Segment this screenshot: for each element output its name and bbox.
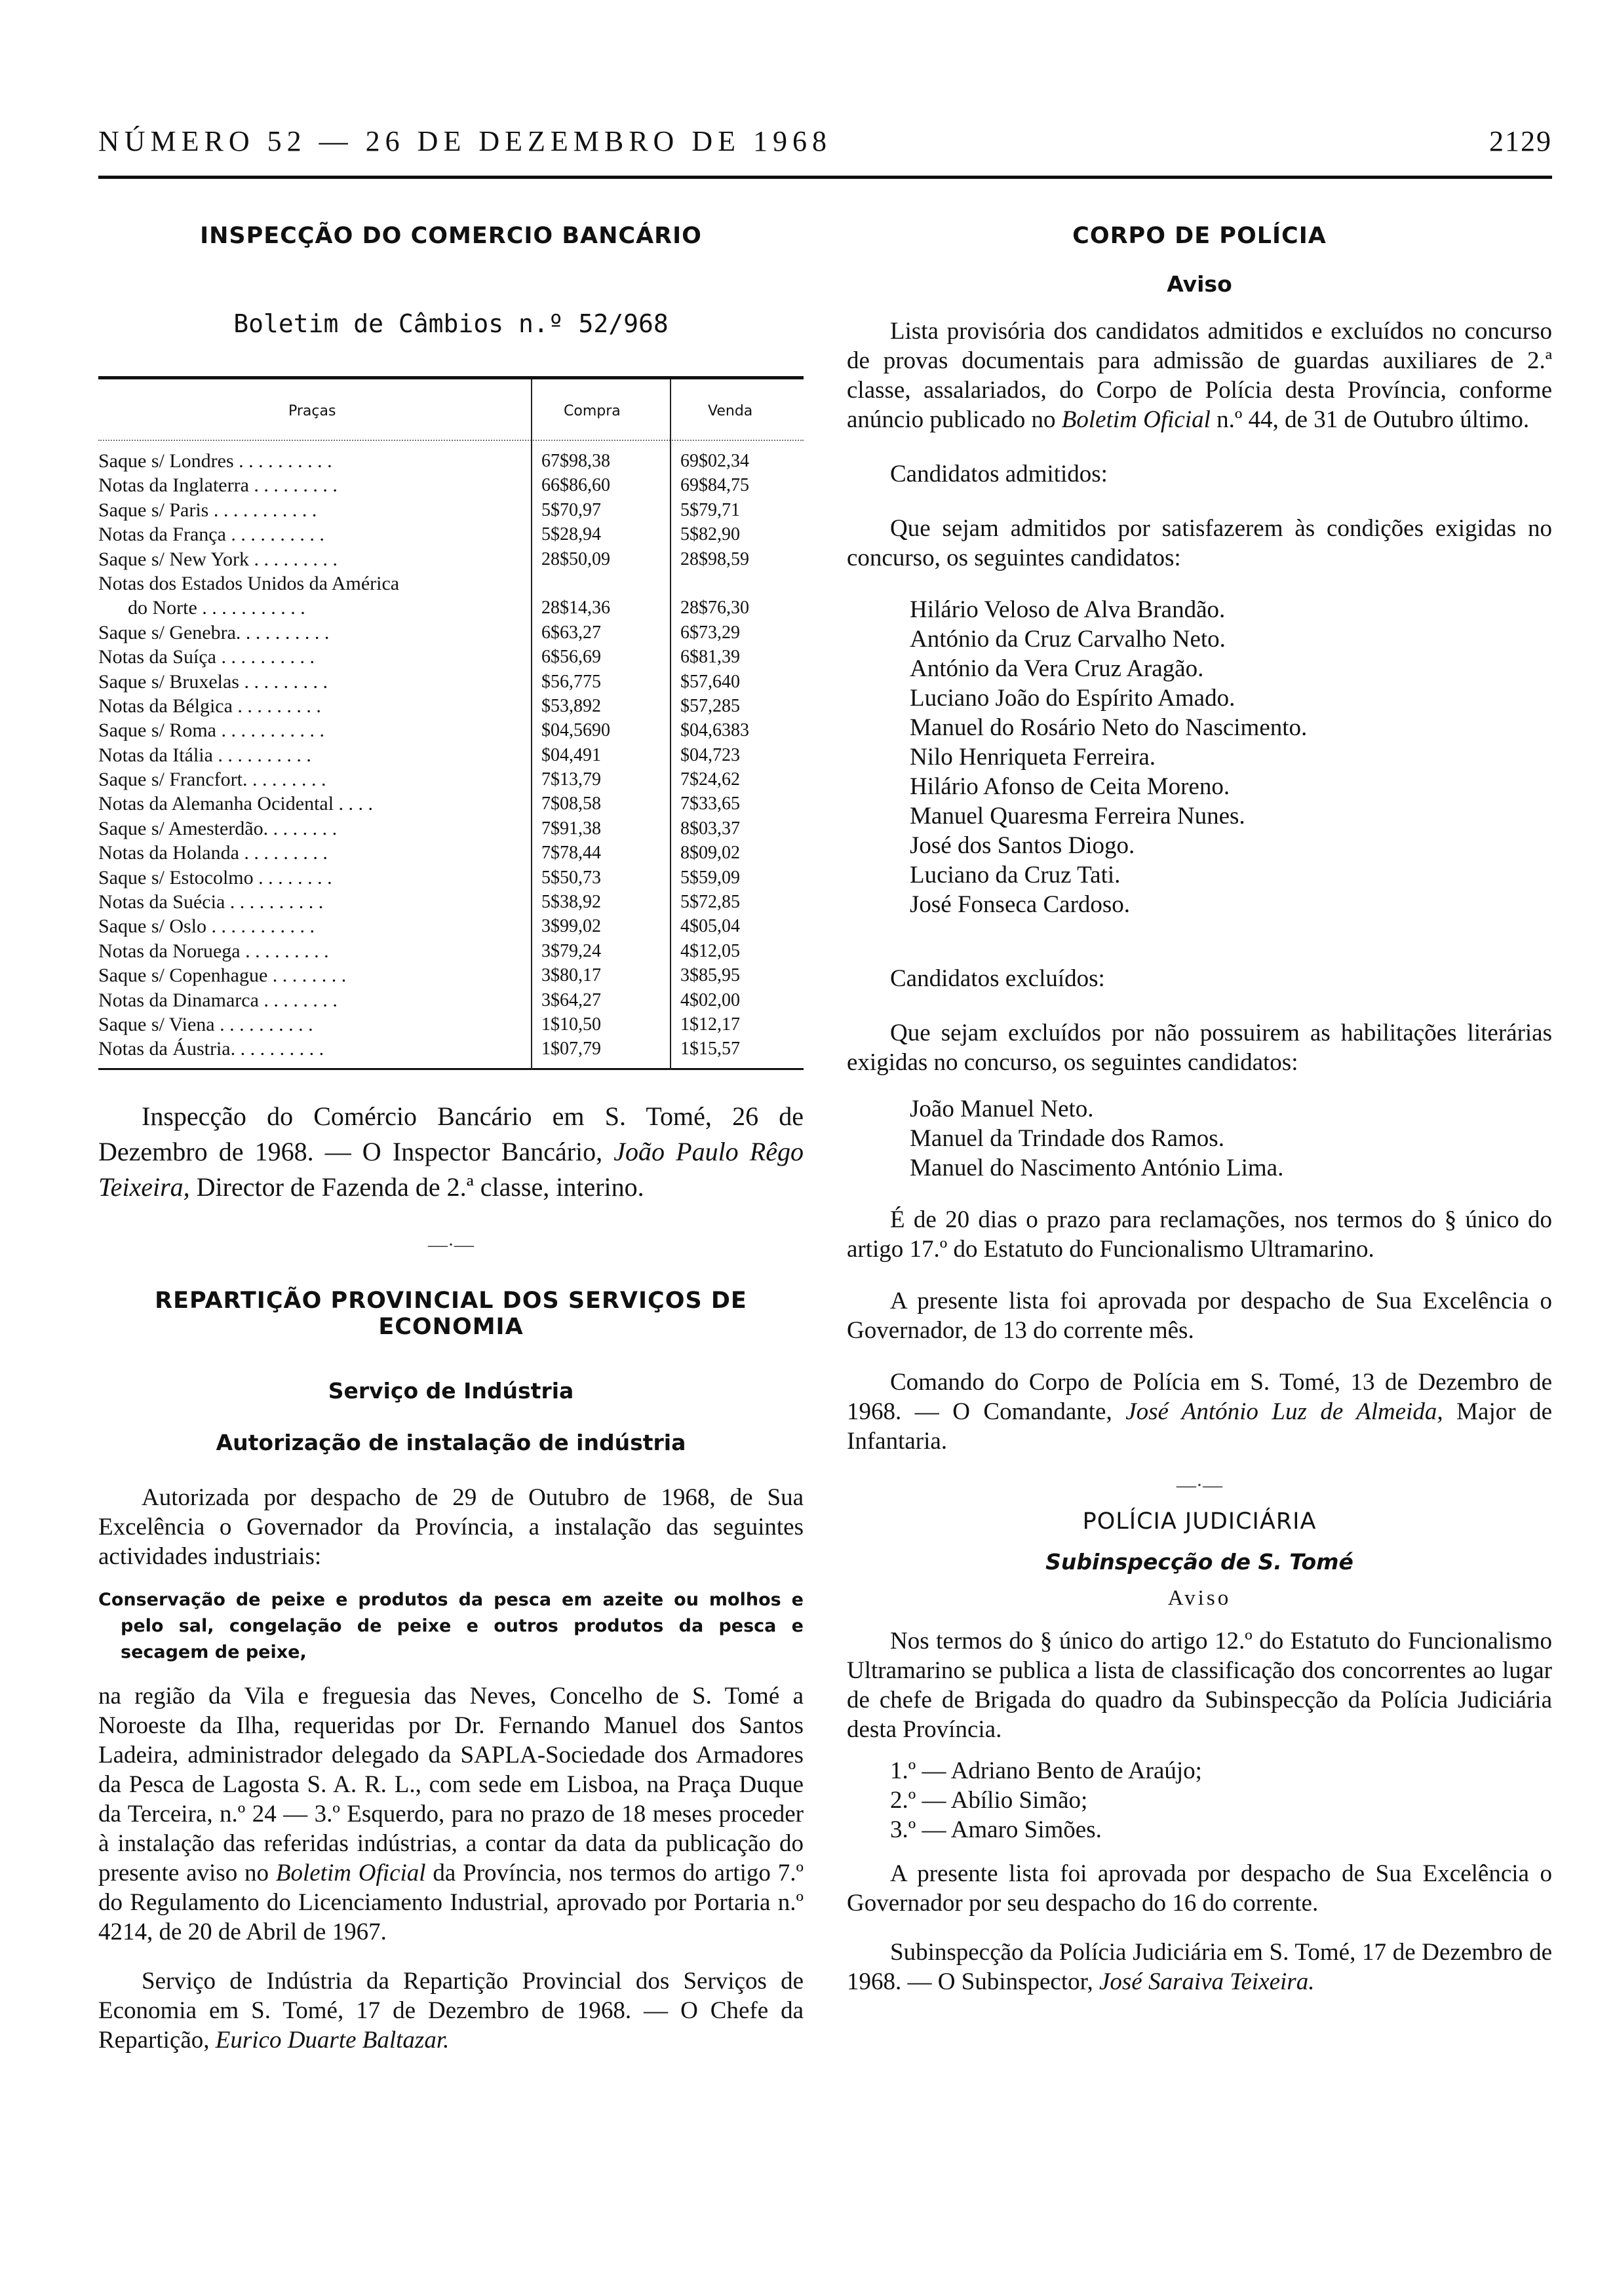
row-sell: $57,285: [680, 695, 740, 716]
excluded-candidate: Manuel do Nascimento António Lima.: [910, 1155, 1284, 1181]
row-place: Saque s/ Amesterdão. . . . . . . .: [98, 817, 338, 839]
bulletin-title: Boletim de Câmbios n.º 52/968: [233, 309, 669, 338]
admitted-candidate: Nilo Henriqueta Ferreira.: [910, 744, 1156, 771]
table-row: [98, 816, 804, 841]
table-row: [98, 547, 804, 571]
row-place: Notas da Itália . . . . . . . . . .: [98, 744, 311, 766]
excluded-intro: Que sejam excluídos por não possuirem as habilitações literárias exigidas no concurso, os seguintes candidatos:: [847, 1020, 1552, 1076]
row-sell: 5$59,09: [680, 867, 740, 888]
col-header-buy: Compra: [564, 403, 621, 419]
row-place: Notas da Suécia . . . . . . . . . .: [98, 891, 324, 913]
row-place: Notas da Inglaterra . . . . . . . . .: [98, 474, 338, 497]
row-sell: 5$72,85: [680, 892, 740, 913]
row-buy: 1$10,50: [541, 1014, 601, 1035]
table-row: [98, 645, 804, 669]
policia-signature: Comando do Corpo de Polícia em S. Tomé, 13 de Dezembro de 1968. — O Comandante, José António Luz de Almeida, Major de Infantaria.: [847, 1369, 1552, 1455]
row-buy: 3$80,17: [541, 965, 601, 986]
row-buy: 67$98,38: [541, 451, 610, 471]
row-sell: 69$02,34: [680, 451, 749, 471]
table-row: [98, 522, 804, 546]
admitted-candidate: Manuel do Rosário Neto do Nascimento.: [910, 714, 1308, 741]
table-row: [98, 473, 804, 497]
section-title-economia: REPARTIÇÃO PROVINCIAL DOS SERVIÇOS DE ECONOMIA: [155, 1287, 747, 1340]
row-buy: 3$64,27: [541, 989, 601, 1010]
row-buy: 7$08,58: [541, 794, 601, 814]
table-row: [98, 939, 804, 963]
left-column: [98, 197, 804, 2055]
table-row: [98, 890, 804, 914]
row-place: Notas da Noruega . . . . . . . . .: [98, 940, 329, 962]
col-header-sell: Venda: [708, 403, 753, 419]
excluded-candidate: Manuel da Trindade dos Ramos.: [910, 1125, 1224, 1152]
header-rule: [98, 176, 1552, 179]
excluded-candidate: João Manuel Neto.: [910, 1096, 1094, 1122]
row-sell: 4$02,00: [680, 989, 740, 1010]
row-sell: 1$15,57: [680, 1039, 740, 1060]
admitted-candidate: António da Vera Cruz Aragão.: [910, 655, 1204, 682]
table-row: [98, 449, 804, 473]
row-place: Saque s/ Copenhague . . . . . . . .: [98, 965, 347, 987]
table-row: [98, 988, 804, 1012]
row-buy: 1$07,79: [541, 1039, 601, 1060]
row-place: Notas da Suíça . . . . . . . . . .: [98, 646, 315, 668]
row-place: Saque s/ Bruxelas . . . . . . . . .: [98, 670, 328, 693]
row-buy: 5$50,73: [541, 867, 601, 888]
ranking-list: [890, 1756, 1552, 1845]
row-place: do Norte . . . . . . . . . . .: [98, 597, 305, 619]
judiciaria-approval: A presente lista foi aprovada por despacho de Sua Excelência o Governador por seu despacho do 16 do corrente.: [847, 1860, 1552, 1917]
row-buy: 66$86,60: [541, 475, 610, 496]
admitted-candidate: Hilário Afonso de Ceita Moreno.: [910, 773, 1230, 800]
row-place: Saque s/ Londres . . . . . . . . . .: [98, 450, 332, 472]
row-place: Saque s/ Genebra. . . . . . . . . .: [98, 621, 330, 643]
ranked-candidate: 3.º — Amaro Simões.: [890, 1816, 1102, 1843]
ranked-candidate: 1.º — Adriano Bento de Araújo;: [890, 1757, 1202, 1784]
issue-line: NÚMERO 52 — 26 DE DEZEMBRO DE 1968: [98, 125, 832, 157]
page-number: 2129: [1489, 125, 1552, 157]
row-place: Saque s/ Paris . . . . . . . . . . .: [98, 499, 317, 521]
row-place: Notas da França . . . . . . . . . .: [98, 524, 324, 546]
admitted-candidate: Hilário Veloso de Alva Brandão.: [910, 596, 1226, 623]
table-row: [98, 866, 804, 890]
table-row: [98, 596, 804, 620]
table-row: [98, 963, 804, 987]
row-place: Saque s/ New York . . . . . . . . .: [98, 548, 338, 570]
table-row: [98, 621, 804, 645]
row-sell: 28$76,30: [680, 598, 749, 619]
activity-list: Conservação de peixe e produtos da pesca em azeite ou molhos e pelo sal, congelação de peixe e outros produtos da pesca e secagem de peixe,: [98, 1589, 804, 1662]
right-column: [847, 197, 1552, 1997]
row-buy: 6$56,69: [541, 647, 601, 668]
admitted-candidate: José dos Santos Diogo.: [910, 832, 1135, 859]
authorization-body: na região da Vila e freguesia das Neves, Concelho de S. Tomé a Noroeste da Ilha, requeridas por Dr. Fernando Manuel dos Santos Ladeira, administrador delegado da SAPLA-Sociedade dos Armadores da Pesca de Lagosta S. A. R. L., com sede em Lisboa, na Praça Duque da Terceira, n.º 24 — 3.º Esquerdo, para no prazo de 18 meses proceder à instalação das referidas indústrias, a contar da data da publicação do presente aviso no Boletim Oficial da Província, nos termos do artigo 7.º do Regulamento do Licenciamento Industrial, aprovado por Portaria n.º 4214, de 20 de Abril de 1967.: [98, 1682, 804, 1945]
table-row: [98, 767, 804, 792]
table-row: [98, 498, 804, 522]
row-sell: 6$73,29: [680, 622, 740, 643]
section-title-judiciaria: POLÍCIA JUDICIÁRIA: [1082, 1508, 1317, 1535]
admitted-candidate: Manuel Quaresma Ferreira Nunes.: [910, 803, 1245, 830]
table-row: [98, 743, 804, 767]
signatory-name: João Paulo Rêgo Teixeira,: [98, 1136, 804, 1202]
row-place: Saque s/ Estocolmo . . . . . . . .: [98, 866, 332, 889]
admitted-candidate: Luciano João do Espírito Amado.: [910, 685, 1236, 712]
signatory-name: José António Luz de Almeida,: [1125, 1398, 1443, 1425]
section-divider: —·—: [1177, 1474, 1222, 1496]
row-buy: 5$38,92: [541, 892, 601, 913]
row-sell: 7$24,62: [680, 769, 740, 790]
row-sell: 4$05,04: [680, 916, 740, 937]
table-header: [98, 379, 804, 440]
row-buy: 6$63,27: [541, 622, 601, 643]
row-place: Saque s/ Francfort. . . . . . . . .: [98, 769, 326, 791]
deadline-text: É de 20 dias o prazo para reclamações, nos termos do § único do artigo 17.º do Estatuto do Funcionalismo Ultramarino.: [847, 1206, 1552, 1263]
row-buy: 7$78,44: [541, 843, 601, 864]
judiciaria-intro: Nos termos do § único do artigo 12.º do Estatuto do Funcionalismo Ultramarino se publica a lista de classificação dos concorrentes ao lugar de chefe de Brigada do quadro da Subinspecção da Polícia Judiciária desta Província.: [847, 1628, 1552, 1743]
row-place: Saque s/ Roma . . . . . . . . . . .: [98, 719, 324, 742]
table-row: [98, 792, 804, 816]
admitted-intro: Que sejam admitidos por satisfazerem às condições exigidas no concurso, os seguintes candidatos:: [847, 515, 1552, 571]
row-place: Notas da Dinamarca . . . . . . . .: [98, 989, 338, 1011]
signatory-name: Eurico Duarte Baltazar.: [215, 2026, 450, 2054]
authorization-intro: Autorizada por despacho de 29 de Outubro de 1968, de Sua Excelência o Governador da Província, a instalação das seguintes actividades industriais:: [98, 1483, 804, 1570]
row-sell: 4$12,05: [680, 940, 740, 961]
economia-signature: Serviço de Indústria da Repartição Provincial dos Serviços de Economia em S. Tomé, 17 de Dezembro de 1968. — O Chefe da Repartição, Eurico Duarte Baltazar.: [98, 1967, 804, 2054]
aviso-title-2: Aviso: [1167, 1586, 1232, 1610]
subinspection-title: Subinspecção de S. Tomé: [1045, 1549, 1353, 1575]
row-sell: $57,640: [680, 671, 740, 692]
section-divider: —·—: [428, 1233, 474, 1255]
service-title: Serviço de Indústria: [328, 1377, 574, 1404]
row-sell: 8$03,37: [680, 818, 740, 839]
row-place: Saque s/ Oslo . . . . . . . . . . .: [98, 915, 315, 938]
table-row: [98, 1012, 804, 1037]
row-buy: 28$14,36: [541, 598, 610, 619]
row-sell: 8$09,02: [680, 843, 740, 864]
row-sell: 69$84,75: [680, 475, 749, 496]
table-body: [98, 441, 804, 1062]
table-row: [98, 914, 804, 938]
row-sell: 5$82,90: [680, 524, 740, 545]
row-place: Notas da Bélgica . . . . . . . . .: [98, 695, 321, 717]
authorization-title: Autorização de instalação de indústria: [216, 1429, 686, 1455]
row-place: Notas da Áustria. . . . . . . . . .: [98, 1038, 324, 1060]
row-buy: 3$99,02: [541, 916, 601, 937]
row-buy: $04,491: [541, 744, 601, 765]
row-buy: $53,892: [541, 695, 601, 716]
admitted-candidate: António da Cruz Carvalho Neto.: [910, 626, 1226, 653]
row-place: Notas da Alemanha Ocidental . . . .: [98, 793, 374, 815]
row-buy: 28$50,09: [541, 548, 610, 569]
excluded-list: [910, 1094, 1552, 1183]
row-buy: 3$79,24: [541, 940, 601, 961]
row-buy: $04,5690: [541, 720, 610, 741]
row-sell: 3$85,95: [680, 965, 740, 986]
ranked-candidate: 2.º — Abílio Simão;: [890, 1787, 1088, 1814]
row-sell: 5$79,71: [680, 499, 740, 520]
aviso-title: Aviso: [1167, 271, 1232, 297]
table-row: [98, 694, 804, 718]
table-row: [98, 841, 804, 865]
row-place: Notas da Holanda . . . . . . . . .: [98, 842, 328, 864]
row-sell: 28$98,59: [680, 548, 749, 569]
col-header-place: Praças: [288, 403, 336, 419]
admitted-candidate: Luciano da Cruz Tati.: [910, 862, 1121, 889]
signatory-name: José Saraiva Teixeira.: [1099, 1968, 1315, 1995]
policia-approval: A presente lista foi aprovada por despacho de Sua Excelência o Governador, de 13 do corrente mês.: [847, 1288, 1552, 1344]
table-row: [98, 670, 804, 694]
judiciaria-signature: Subinspecção da Polícia Judiciária em S. Tomé, 17 de Dezembro de 1968. — O Subinspector, José Saraiva Teixeira.: [847, 1939, 1552, 1995]
row-buy: 7$13,79: [541, 769, 601, 790]
policia-intro: Lista provisória dos candidatos admitidos e excluídos no concurso de provas documentais para admissão de guardas auxiliares de 2.ª classe, assalariados, do Corpo de Polícia desta Província, conforme anúncio publicado no Boletim Oficial n.º 44, de 31 de Outubro último.: [847, 318, 1552, 433]
row-sell: $04,6383: [680, 720, 749, 741]
row-buy: $56,775: [541, 671, 601, 692]
exchange-table: [98, 376, 804, 1070]
row-sell: $04,723: [680, 744, 740, 765]
row-buy: 5$28,94: [541, 524, 601, 545]
excluded-heading: Candidatos excluídos:: [890, 965, 1105, 992]
row-place: Notas dos Estados Unidos da América: [98, 572, 400, 594]
admitted-candidate: José Fonseca Cardoso.: [910, 891, 1131, 918]
row-place: Saque s/ Viena . . . . . . . . . .: [98, 1013, 313, 1035]
row-sell: 1$12,17: [680, 1014, 740, 1035]
page-header: [98, 124, 1552, 164]
cambios-signature: Inspecção do Comércio Bancário em S. Tomé, 26 de Dezembro de 1968. — O Inspector Bancário, João Paulo Rêgo Teixeira, Director de Fazenda de 2.ª classe, interino.: [98, 1101, 804, 1202]
table-row: [98, 571, 804, 596]
table-row: [98, 718, 804, 742]
row-sell: 7$33,65: [680, 794, 740, 814]
admitted-heading: Candidatos admitidos:: [890, 461, 1108, 488]
row-buy: 5$70,97: [541, 499, 601, 520]
row-sell: 6$81,39: [680, 647, 740, 668]
section-title-cambios: INSPECÇÃO DO COMERCIO BANCÁRIO: [200, 223, 702, 249]
admitted-list: [910, 595, 1552, 919]
row-buy: 7$91,38: [541, 818, 601, 839]
section-title-policia: CORPO DE POLÍCIA: [1072, 223, 1327, 249]
table-row: [98, 1037, 804, 1061]
